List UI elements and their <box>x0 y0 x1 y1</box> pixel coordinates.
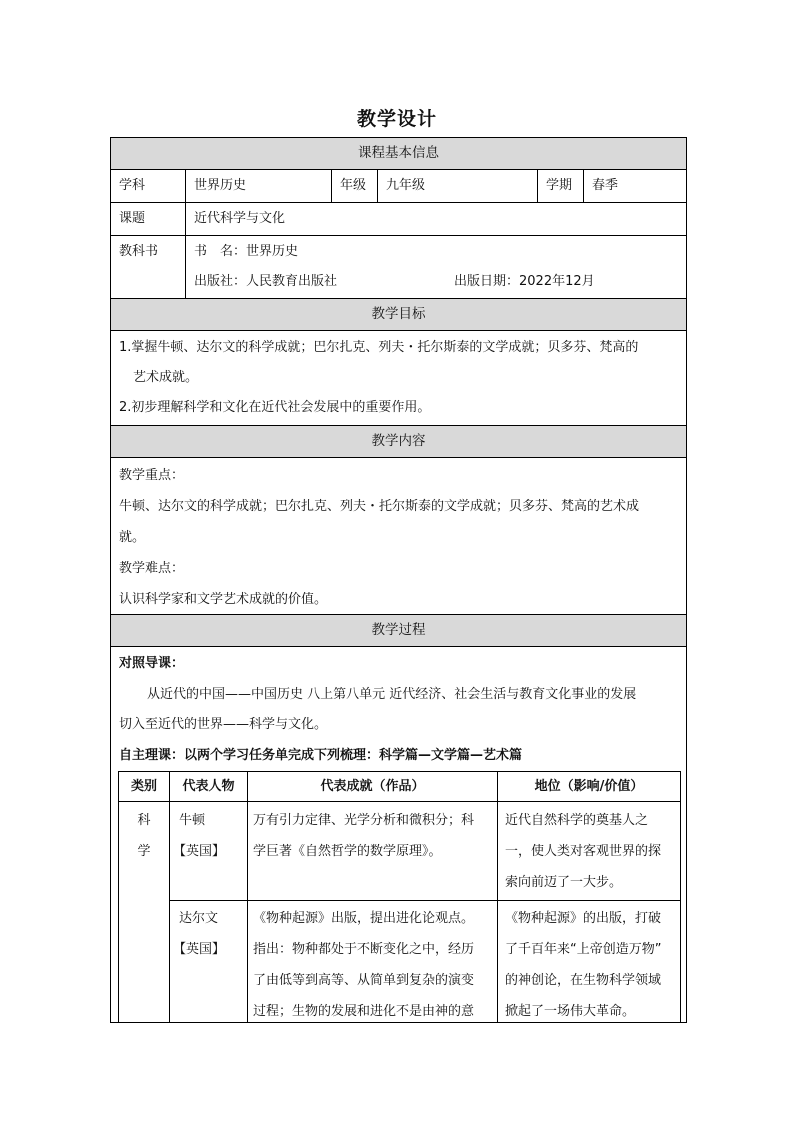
lesson-value: 近代科学与文化 <box>185 203 686 235</box>
col-header-person: 代表人物 <box>169 772 247 801</box>
objective-1-line-1: 1.掌握牛顿、达尔文的科学成就；巴尔扎克、列夫・托尔斯泰的文学成就；贝多芬、梵高的 <box>119 340 639 355</box>
col-header-status: 地位（影响/价值） <box>497 772 680 801</box>
subject-value: 世界历史 <box>185 170 331 202</box>
category-char-2: 学 <box>137 844 151 859</box>
category-char-1: 科 <box>137 813 151 828</box>
section-header-objectives: 教学目标 <box>111 299 686 331</box>
section-header-process: 教学过程 <box>111 615 686 647</box>
grade-value: 九年级 <box>377 170 537 202</box>
country-newton: 【英国】 <box>173 844 226 859</box>
achievement-darwin-line-3: 了由低等到高等、从简单到复杂的演变 <box>253 973 475 988</box>
textbook-details <box>185 236 686 298</box>
objective-1-line-2: 艺术成就。 <box>133 370 199 385</box>
key-points-line-2: 就。 <box>119 530 146 545</box>
textbook-label: 教科书 <box>119 244 159 259</box>
status-newton-line-1: 近代自然科学的奠基人之 <box>505 813 649 828</box>
subject-label: 学科 <box>119 178 146 193</box>
status-newton-line-3: 索向前迈了一大步。 <box>505 875 623 890</box>
difficult-points-label: 教学难点： <box>119 561 185 576</box>
intro-label: 对照导课： <box>119 656 185 671</box>
country-darwin: 【英国】 <box>173 942 226 957</box>
self-study-label: 自主理课：以两个学习任务单完成下列梳理：科学篇—文学篇—艺术篇 <box>119 748 523 763</box>
person-darwin: 达尔文 <box>179 911 219 926</box>
document-title: 教学设计 <box>356 108 437 130</box>
term-label: 学期 <box>537 170 583 202</box>
achievement-darwin-line-4: 过程；生物的发展和进化不是由神的意 <box>253 1004 475 1019</box>
difficult-points-text: 认识科学家和文学艺术成就的价值。 <box>119 592 328 607</box>
grade-label: 年级 <box>331 170 377 202</box>
row-lesson <box>111 203 686 236</box>
achievement-darwin-line-1: 《物种起源》出版，提出进化论观点。 <box>253 911 475 926</box>
status-darwin-line-2: 了千百年来“上帝创造万物” <box>505 942 662 957</box>
status-darwin-line-3: 的神创论，在生物科学领域 <box>505 973 662 988</box>
col-header-category: 类别 <box>130 779 157 794</box>
content-body <box>111 458 686 615</box>
section-header-content: 教学内容 <box>111 426 686 458</box>
key-points-label: 教学重点： <box>119 468 185 483</box>
col-header-achievement: 代表成就（作品） <box>247 772 497 801</box>
publisher: 出版社：人民教育出版社 <box>194 274 338 289</box>
book-name: 书 名：世界历史 <box>194 244 299 259</box>
lesson-label: 课题 <box>119 211 146 226</box>
row-subject <box>111 170 686 203</box>
key-points-line-1: 牛顿、达尔文的科学成就；巴尔扎克、列夫・托尔斯泰的文学成就；贝多芬、梵高的艺术成 <box>119 499 640 514</box>
publish-date: 出版日期：2022年12月 <box>454 274 595 289</box>
term-value: 春季 <box>583 170 686 202</box>
objectives-body <box>111 331 686 426</box>
achievement-newton-line-1: 万有引力定律、光学分析和微积分；科 <box>253 813 475 828</box>
intro-line-2: 切入至近代的世界——科学与文化。 <box>119 717 328 732</box>
row-textbook <box>111 236 686 299</box>
status-newton-line-2: 一，使人类对客观世界的探 <box>505 844 662 859</box>
achievements-table <box>118 771 681 1023</box>
status-darwin-line-4: 掀起了一场伟大革命。 <box>505 1004 636 1019</box>
achievement-darwin-line-2: 指出：物种都处于不断变化之中，经历 <box>253 942 475 957</box>
lesson-plan-table <box>110 137 687 1023</box>
section-header-basic-info: 课程基本信息 <box>111 138 686 170</box>
person-newton: 牛顿 <box>179 813 206 828</box>
objective-2: 2.初步理解科学和文化在近代社会发展中的重要作用。 <box>119 400 431 415</box>
status-darwin-line-1: 《物种起源》的出版，打破 <box>505 911 662 926</box>
achievement-newton-line-2: 学巨著《自然哲学的数学原理》。 <box>253 844 442 859</box>
intro-line-1: 从近代的中国——中国历史 八上第八单元 近代经济、社会生活与教育文化事业的发展 <box>147 687 637 702</box>
